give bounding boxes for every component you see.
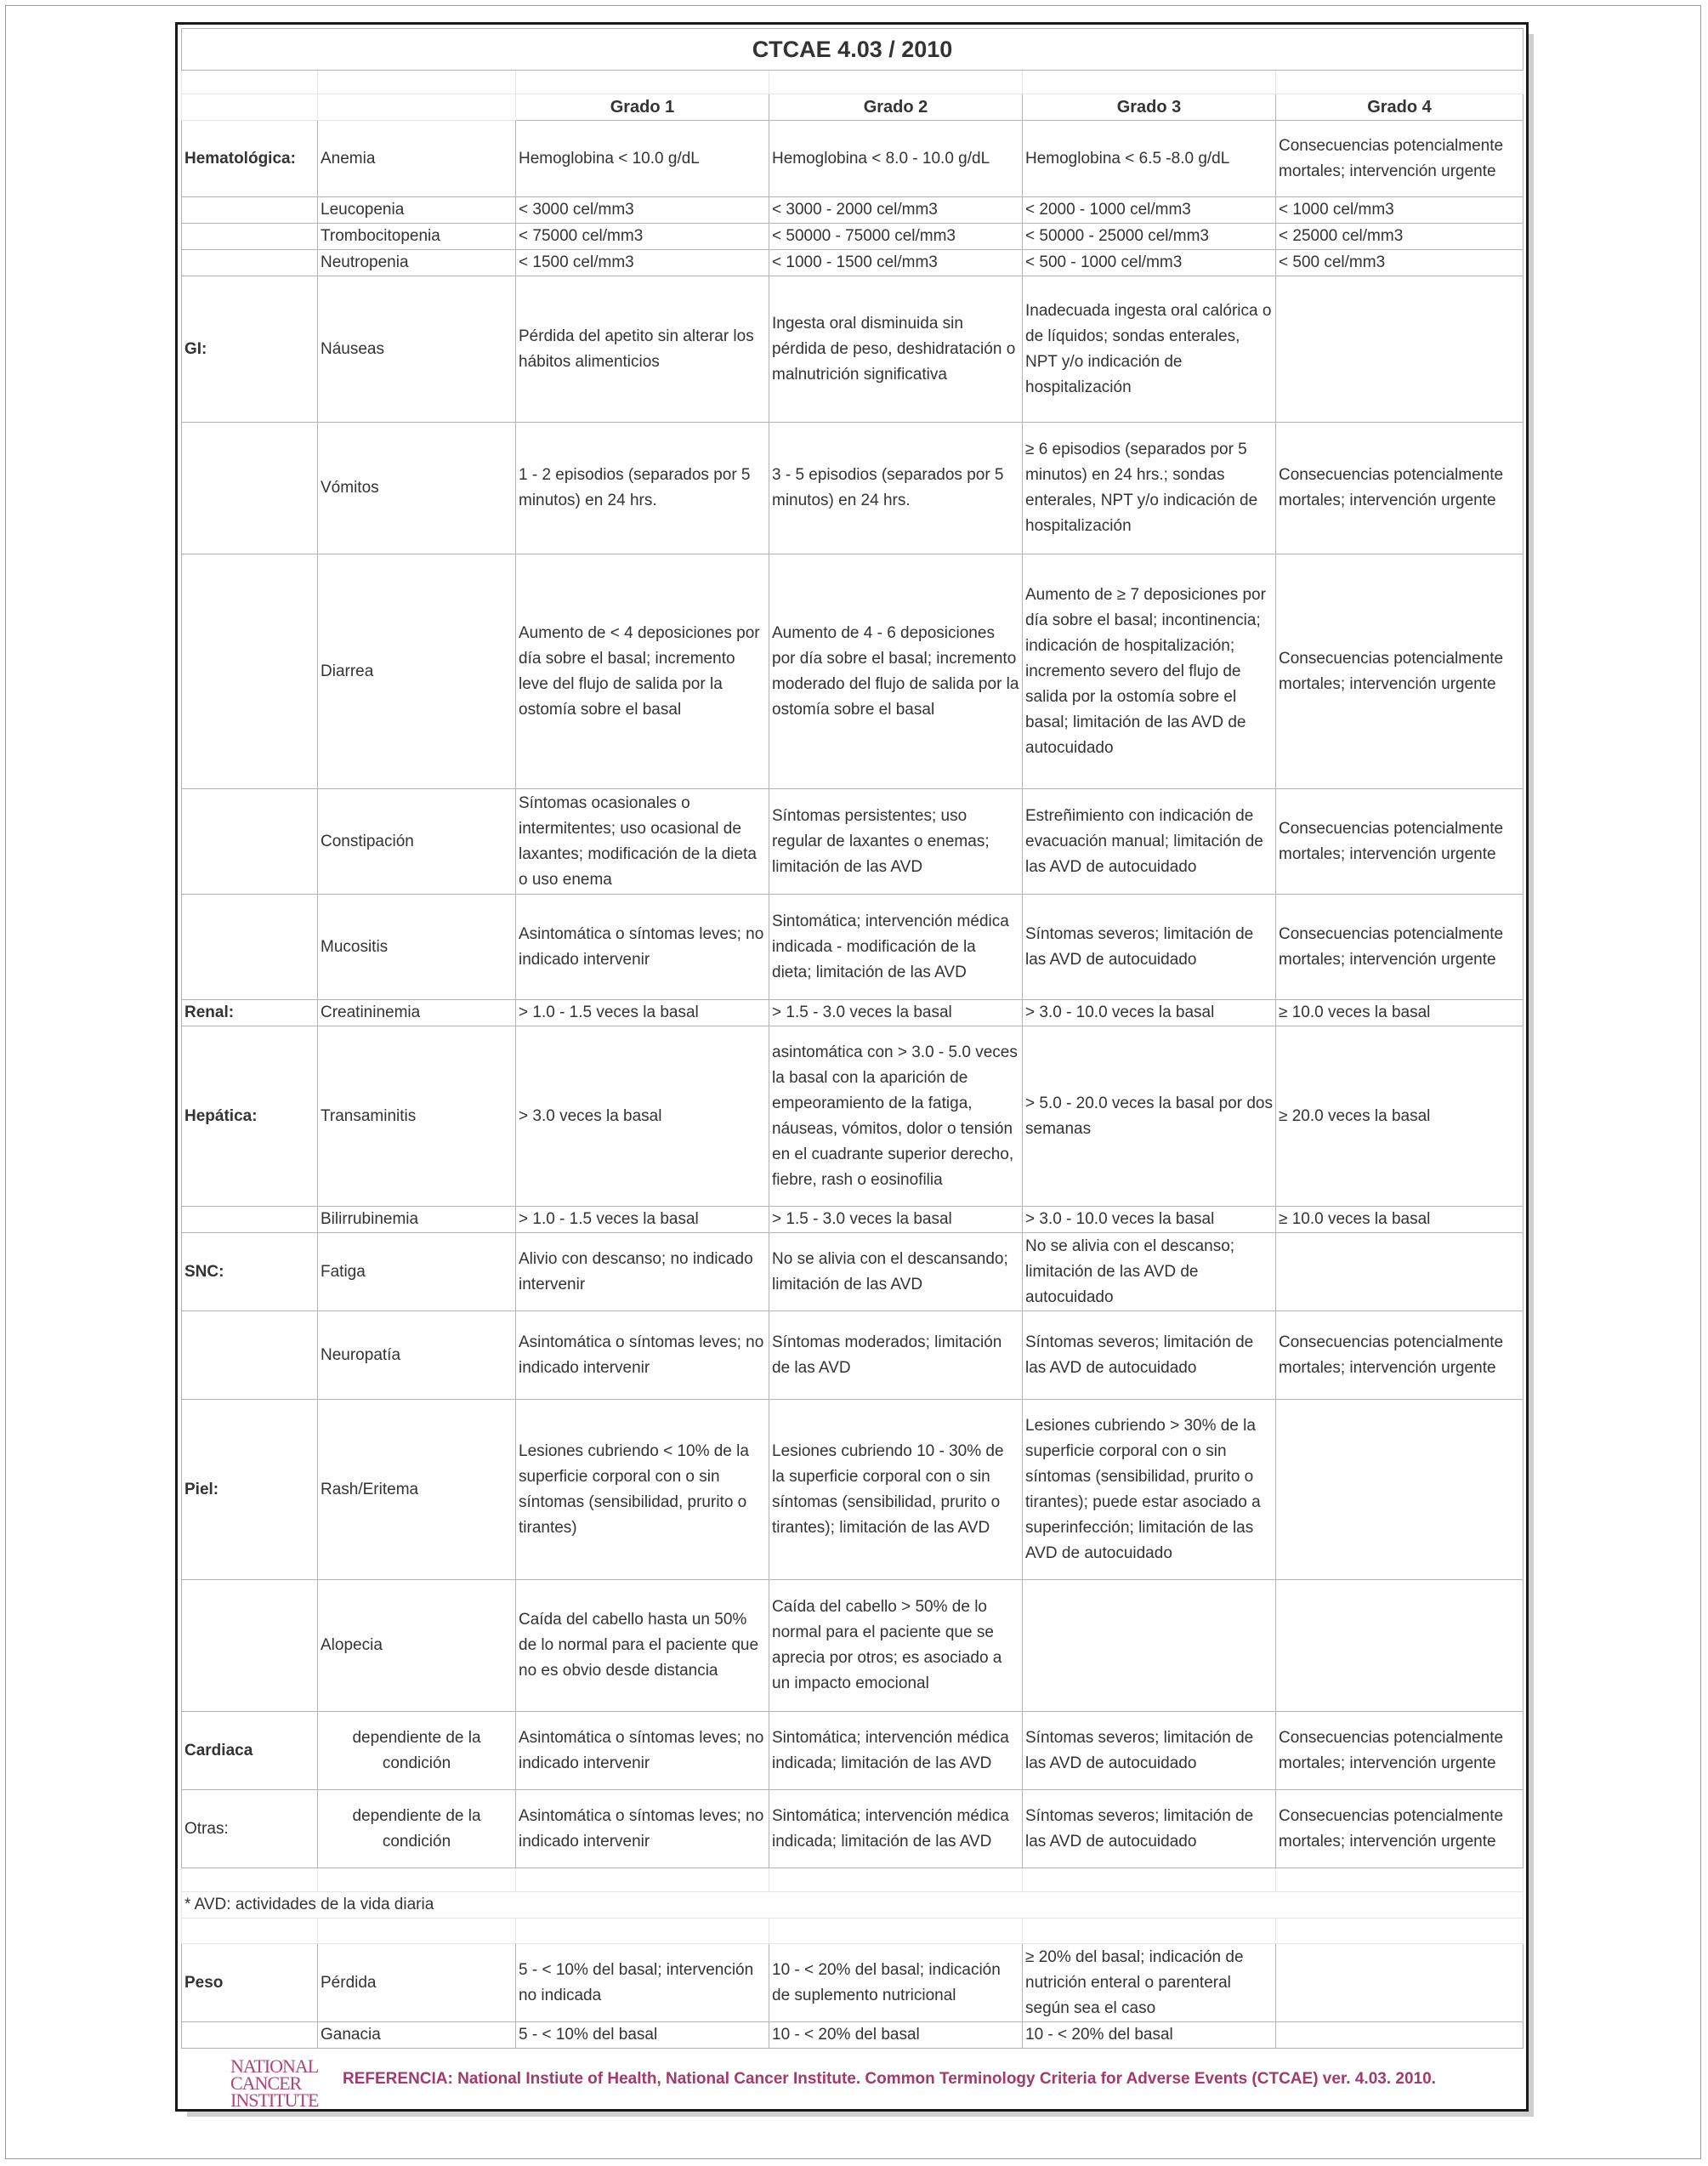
grade-1-cell: Asintomática o síntomas leves; no indicado intervenir [516,1712,769,1790]
table-row [182,1026,1524,1207]
grade-4-cell: Consecuencias potencialmente mortales; intervención urgente [1276,121,1524,197]
table-row [182,2022,1524,2049]
grade-4-cell: Consecuencias potencialmente mortales; intervención urgente [1276,789,1524,895]
grade-3-cell [1023,1580,1276,1712]
category-label: GI: [182,276,318,423]
grade-1-cell: < 3000 cel/mm3 [516,197,769,224]
grade-3-cell: Lesiones cubriendo > 30% de la superficie corporal con o sin síntomas (sensibilidad, prurito o tirantes); puede estar asociado a superinfección; limitación de las AVD de autocuidado [1023,1400,1276,1580]
avd-footnote: * AVD: actividades de la vida diaria [182,1892,1524,1919]
grade-2-cell: Aumento de 4 - 6 deposiciones por día sobre el basal; incremento moderado del flujo de salida por la ostomía sobre el basal [769,554,1023,789]
title-row [182,29,1524,71]
grade-2-cell: Síntomas moderados; limitación de las AVD [769,1311,1023,1400]
grade-4-cell: Consecuencias potencialmente mortales; intervención urgente [1276,1712,1524,1790]
term-cell: Trombocitopenia [318,224,516,250]
term-cell: Fatiga [318,1233,516,1311]
grade-2-cell: Ingesta oral disminuida sin pérdida de peso, deshidratación o malnutrición significativa [769,276,1023,423]
grade-1-cell: < 1500 cel/mm3 [516,250,769,276]
grade-4-cell: Consecuencias potencialmente mortales; intervención urgente [1276,423,1524,554]
term-cell: Alopecia [318,1580,516,1712]
term-cell: dependiente de la condición [318,1712,516,1790]
grade-3-cell: < 500 - 1000 cel/mm3 [1023,250,1276,276]
grade-4-cell: < 25000 cel/mm3 [1276,224,1524,250]
grade-4-cell: ≥ 10.0 veces la basal [1276,1000,1524,1026]
grade-2-cell: < 3000 - 2000 cel/mm3 [769,197,1023,224]
term-cell: Ganacia [318,2022,516,2049]
grade-1-cell: Hemoglobina < 10.0 g/dL [516,121,769,197]
grade-2-cell: Síntomas persistentes; uso regular de laxantes o enemas; limitación de las AVD [769,789,1023,895]
table-row [182,1580,1524,1712]
table-row [182,1712,1524,1790]
grade-4-cell: < 1000 cel/mm3 [1276,197,1524,224]
grade-1-cell: Caída del cabello hasta un 50% de lo normal para el paciente que no es obvio desde distancia [516,1580,769,1712]
grade-4-cell [1276,2022,1524,2049]
grade-3-cell: Aumento de ≥ 7 deposiciones por día sobre el basal; incontinencia; indicación de hospitalización; incremento severo del flujo de salida por la ostomía sobre el basal; limitación de las AVD de autocuidado [1023,554,1276,789]
table-row [182,1400,1524,1580]
ctcae-sheet [175,22,1529,2112]
grade-4-cell [1276,276,1524,423]
grade-2-cell: Sintomática; intervención médica indicada - modificación de la dieta; limitación de las AVD [769,895,1023,1000]
sheet-shadow-bottom [187,2112,1534,2117]
grade-1-cell: > 1.0 - 1.5 veces la basal [516,1000,769,1026]
term-cell: Mucositis [318,895,516,1000]
grade-3-cell: 10 - < 20% del basal [1023,2022,1276,2049]
grade-1-cell: > 1.0 - 1.5 veces la basal [516,1207,769,1233]
term-cell: Pérdida [318,1944,516,2022]
term-cell: Bilirrubinemia [318,1207,516,1233]
grade-2-cell: Sintomática; intervención médica indicada; limitación de las AVD [769,1790,1023,1868]
header-row [182,94,1524,121]
grade-2-cell: 3 - 5 episodios (separados por 5 minutos) en 24 hrs. [769,423,1023,554]
term-cell: Rash/Eritema [318,1400,516,1580]
grade-1-cell: 5 - < 10% del basal [516,2022,769,2049]
grade-2-cell: < 1000 - 1500 cel/mm3 [769,250,1023,276]
grade-4-cell: < 500 cel/mm3 [1276,250,1524,276]
grade-2-cell: 10 - < 20% del basal; indicación de suplemento nutricional [769,1944,1023,2022]
ctcae-table [181,28,1524,2049]
grade-4-cell: Consecuencias potencialmente mortales; intervención urgente [1276,895,1524,1000]
table-row [182,224,1524,250]
grade-2-cell: > 1.5 - 3.0 veces la basal [769,1207,1023,1233]
grade-1-cell: Asintomática o síntomas leves; no indicado intervenir [516,1790,769,1868]
table-row [182,250,1524,276]
grade-1-cell: 5 - < 10% del basal; intervención no indicada [516,1944,769,2022]
category-label: Renal: [182,1000,318,1026]
header-grado-4: Grado 4 [1276,94,1524,121]
reference-text: REFERENCIA: National Instiute of Health, National Cancer Institute. Common Terminology Criteria for Adverse Events (CTCAE) ver. 4.03. 2010. [343,2070,1436,2088]
term-cell: dependiente de la condición [318,1790,516,1868]
grade-4-cell: ≥ 20.0 veces la basal [1276,1026,1524,1207]
grade-3-cell: < 2000 - 1000 cel/mm3 [1023,197,1276,224]
term-cell: Neuropatía [318,1311,516,1400]
grade-4-cell [1276,1233,1524,1311]
grade-4-cell [1276,1580,1524,1712]
table-row [182,554,1524,789]
grade-3-cell: > 5.0 - 20.0 veces la basal por dos semanas [1023,1026,1276,1207]
page-title: CTCAE 4.03 / 2010 [182,29,1524,71]
category-label: Hematológica: [182,121,318,197]
grade-1-cell: > 3.0 veces la basal [516,1026,769,1207]
grade-4-cell: Consecuencias potencialmente mortales; intervención urgente [1276,1311,1524,1400]
grade-2-cell: No se alivia con el descansando; limitación de las AVD [769,1233,1023,1311]
table-row [182,895,1524,1000]
term-cell: Neutropenia [318,250,516,276]
table-row [182,1207,1524,1233]
grade-2-cell: > 1.5 - 3.0 veces la basal [769,1000,1023,1026]
grade-2-cell: Caída del cabello > 50% de lo normal para el paciente que se aprecia por otros; es asociado a un impacto emocional [769,1580,1023,1712]
table-row [182,789,1524,895]
category-label: SNC: [182,1233,318,1311]
grade-1-cell: 1 - 2 episodios (separados por 5 minutos) en 24 hrs. [516,423,769,554]
grade-4-cell [1276,1944,1524,2022]
category-label: Otras: [182,1790,318,1868]
grade-2-cell: asintomática con > 3.0 - 5.0 veces la basal con la aparición de empeoramiento de la fatiga, náuseas, vómitos, dolor o tensión en el cuadrante superior derecho, fiebre, rash o eosinofilia [769,1026,1023,1207]
table-row [182,1790,1524,1868]
note-row [182,1892,1524,1919]
nci-logo: NATIONAL CANCER INSTITUTE [230,2055,319,2111]
term-cell: Leucopenia [318,197,516,224]
header-grado-3: Grado 3 [1023,94,1276,121]
spacer-row [182,1868,1524,1892]
grade-3-cell: ≥ 6 episodios (separados por 5 minutos) en 24 hrs.; sondas enterales, NPT y/o indicación de hospitalización [1023,423,1276,554]
grade-2-cell: Lesiones cubriendo 10 - 30% de la superficie corporal con o sin síntomas (sensibilidad, prurito o tirantes); limitación de las AVD [769,1400,1023,1580]
header-grado-2: Grado 2 [769,94,1023,121]
term-cell: Náuseas [318,276,516,423]
table-row [182,276,1524,423]
grade-1-cell: < 75000 cel/mm3 [516,224,769,250]
grade-4-cell [1276,1400,1524,1580]
grade-1-cell: Lesiones cubriendo < 10% de la superficie corporal con o sin síntomas (sensibilidad, prurito o tirantes) [516,1400,769,1580]
grade-3-cell: > 3.0 - 10.0 veces la basal [1023,1207,1276,1233]
term-cell: Constipación [318,789,516,895]
grade-4-cell: ≥ 10.0 veces la basal [1276,1207,1524,1233]
grade-3-cell: Estreñimiento con indicación de evacuación manual; limitación de las AVD de autocuidado [1023,789,1276,895]
table-row [182,121,1524,197]
category-label: Hepática: [182,1026,318,1207]
grade-3-cell: Síntomas severos; limitación de las AVD de autocuidado [1023,895,1276,1000]
table-row [182,423,1524,554]
header-grado-1: Grado 1 [516,94,769,121]
grade-2-cell: 10 - < 20% del basal [769,2022,1023,2049]
spacer-row [182,71,1524,94]
table-row [182,197,1524,224]
grade-1-cell: Síntomas ocasionales o intermitentes; uso ocasional de laxantes; modificación de la dieta o uso enema [516,789,769,895]
term-cell: Diarrea [318,554,516,789]
table-row [182,1944,1524,2022]
category-label: Peso [182,1944,318,2022]
grade-3-cell: < 50000 - 25000 cel/mm3 [1023,224,1276,250]
grade-3-cell: Síntomas severos; limitación de las AVD de autocuidado [1023,1311,1276,1400]
category-label: Piel: [182,1400,318,1580]
grade-4-cell: Consecuencias potencialmente mortales; intervención urgente [1276,1790,1524,1868]
grade-3-cell: No se alivia con el descanso; limitación de las AVD de autocuidado [1023,1233,1276,1311]
table-row [182,1000,1524,1026]
grade-3-cell: > 3.0 - 10.0 veces la basal [1023,1000,1276,1026]
term-cell: Transaminitis [318,1026,516,1207]
grade-1-cell: Pérdida del apetito sin alterar los hábitos alimenticios [516,276,769,423]
grade-3-cell: Hemoglobina < 6.5 -8.0 g/dL [1023,121,1276,197]
category-label: Cardiaca [182,1712,318,1790]
grade-2-cell: Sintomática; intervención médica indicada; limitación de las AVD [769,1712,1023,1790]
term-cell: Anemia [318,121,516,197]
table-row [182,1311,1524,1400]
grade-3-cell: Síntomas severos; limitación de las AVD de autocuidado [1023,1712,1276,1790]
grade-1-cell: Alivio con descanso; no indicado intervenir [516,1233,769,1311]
spacer-row [182,1919,1524,1944]
grade-1-cell: Aumento de < 4 deposiciones por día sobre el basal; incremento leve del flujo de salida por la ostomía sobre el basal [516,554,769,789]
grade-3-cell: Síntomas severos; limitación de las AVD de autocuidado [1023,1790,1276,1868]
grade-3-cell: ≥ 20% del basal; indicación de nutrición enteral o parenteral según sea el caso [1023,1944,1276,2022]
grade-1-cell: Asintomática o síntomas leves; no indicado intervenir [516,895,769,1000]
table-row [182,1233,1524,1311]
grade-2-cell: Hemoglobina < 8.0 - 10.0 g/dL [769,121,1023,197]
term-cell: Creatininemia [318,1000,516,1026]
term-cell: Vómitos [318,423,516,554]
grade-4-cell: Consecuencias potencialmente mortales; intervención urgente [1276,554,1524,789]
grade-2-cell: < 50000 - 75000 cel/mm3 [769,224,1023,250]
grade-3-cell: Inadecuada ingesta oral calórica o de líquidos; sondas enterales, NPT y/o indicación de hospitalización [1023,276,1276,423]
grade-1-cell: Asintomática o síntomas leves; no indicado intervenir [516,1311,769,1400]
sheet-shadow-right [1529,34,1534,2117]
